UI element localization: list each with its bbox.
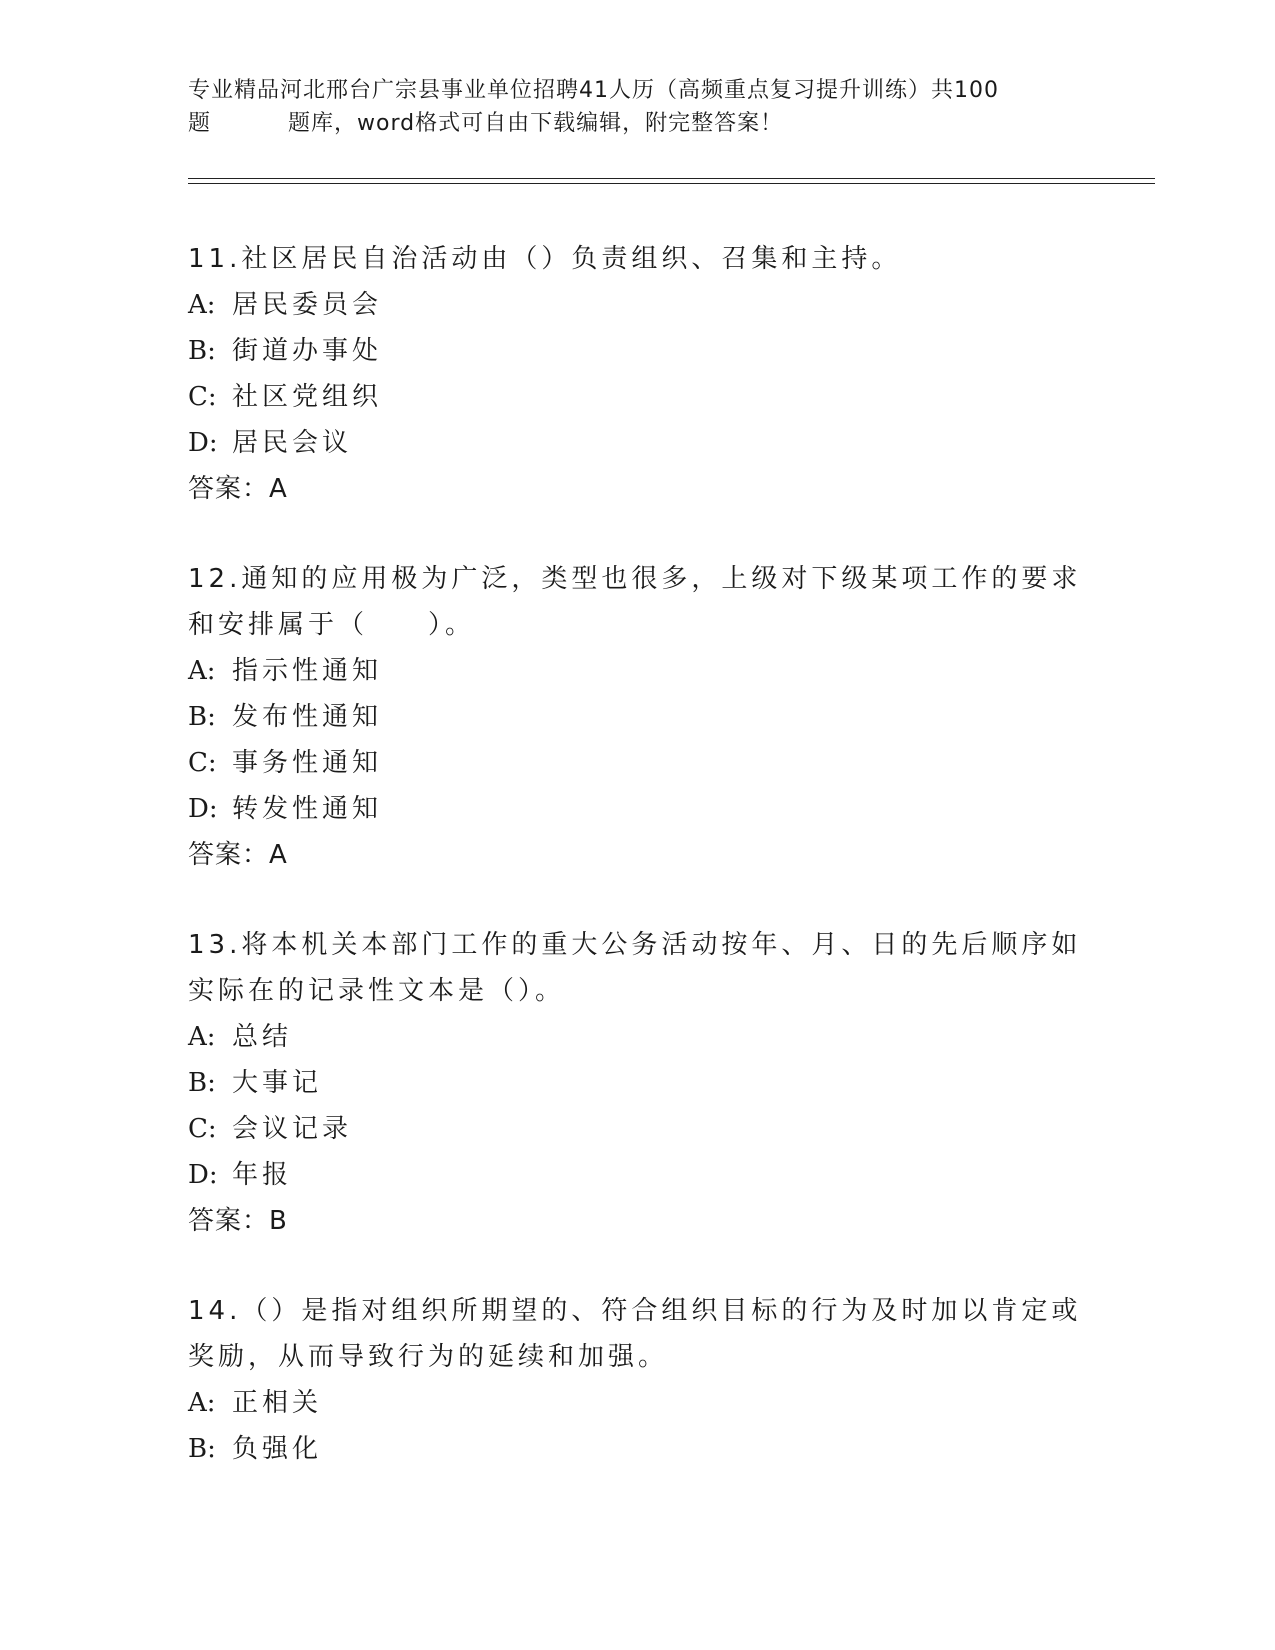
- header-line-1: 专业精品河北邢台广宗县事业单位招聘41人历（高频重点复习提升训练）共100: [188, 78, 999, 103]
- option-letter: A:: [188, 1388, 216, 1418]
- option-text: 转发性通知: [232, 794, 383, 824]
- answer-line: 答案：A: [188, 474, 288, 504]
- option-text: 总结: [232, 1022, 293, 1052]
- option-letter: D:: [188, 794, 218, 824]
- option-letter: B:: [188, 702, 216, 732]
- option-text: 发布性通知: [232, 702, 383, 732]
- option-text: 居民会议: [232, 428, 353, 458]
- document-header: [188, 74, 1088, 140]
- question-14: [188, 1288, 1088, 1472]
- option-text: 大事记: [232, 1068, 323, 1098]
- question-stem: 12.通知的应用极为广泛，类型也很多，上级对下级某项工作的要求和安排属于（ ）。: [188, 564, 1082, 640]
- option-b: [188, 694, 1088, 740]
- option-letter: B:: [188, 1068, 216, 1098]
- option-a: [188, 648, 1088, 694]
- option-letter: C:: [188, 1114, 217, 1144]
- option-letter: D:: [188, 1160, 218, 1190]
- question-stem: 13.将本机关本部门工作的重大公务活动按年、月、日的先后顺序如实际在的记录性文本是（）。: [188, 930, 1082, 1006]
- option-letter: A:: [188, 656, 216, 686]
- option-text: 正相关: [232, 1388, 323, 1418]
- option-d: [188, 786, 1088, 832]
- header-line-2-right: 题库，word格式可自由下载编辑，附完整答案！: [288, 111, 784, 136]
- question-stem: 11.社区居民自治活动由（）负责组织、召集和主持。: [188, 244, 902, 274]
- header-rule-bottom: [188, 183, 1155, 184]
- question-stem: 14.（）是指对组织所期望的、符合组织目标的行为及时加以肯定或奖励，从而导致行为的延续和加强。: [188, 1296, 1082, 1372]
- option-letter: B:: [188, 1434, 216, 1464]
- question-list: [188, 236, 1088, 1516]
- option-letter: D:: [188, 428, 218, 458]
- option-text: 街道办事处: [232, 336, 383, 366]
- header-line-2-left: 题: [188, 111, 212, 136]
- option-letter: C:: [188, 382, 217, 412]
- option-letter: A:: [188, 1022, 216, 1052]
- answer-line: 答案：B: [188, 1206, 288, 1236]
- option-c: [188, 374, 1088, 420]
- option-a: [188, 1380, 1088, 1426]
- option-d: [188, 420, 1088, 466]
- option-text: 会议记录: [232, 1114, 353, 1144]
- option-c: [188, 1106, 1088, 1152]
- option-d: [188, 1152, 1088, 1198]
- option-text: 居民委员会: [232, 290, 383, 320]
- option-text: 指示性通知: [232, 656, 383, 686]
- question-13: [188, 922, 1088, 1244]
- option-letter: C:: [188, 748, 217, 778]
- option-a: [188, 282, 1088, 328]
- option-text: 社区党组织: [232, 382, 383, 412]
- option-c: [188, 740, 1088, 786]
- option-text: 年报: [232, 1160, 293, 1190]
- answer-line: 答案：A: [188, 840, 288, 870]
- option-text: 事务性通知: [232, 748, 383, 778]
- option-b: [188, 328, 1088, 374]
- option-b: [188, 1426, 1088, 1472]
- option-b: [188, 1060, 1088, 1106]
- header-rule-top: [188, 178, 1155, 179]
- option-letter: B:: [188, 336, 216, 366]
- question-12: [188, 556, 1088, 878]
- header-line-2: [188, 107, 1088, 140]
- option-a: [188, 1014, 1088, 1060]
- option-text: 负强化: [232, 1434, 323, 1464]
- option-letter: A:: [188, 290, 216, 320]
- question-11: [188, 236, 1088, 512]
